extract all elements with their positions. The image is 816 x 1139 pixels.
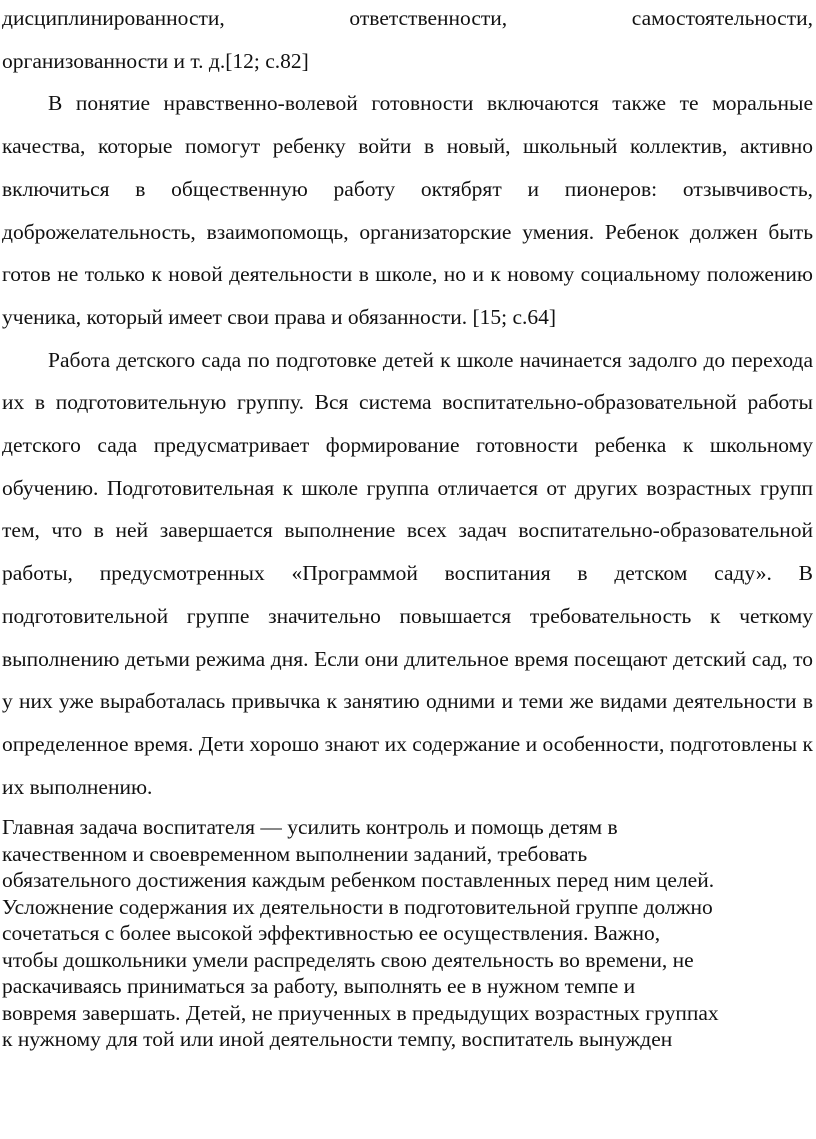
educator-task-line: вовремя завершать. Детей, не приученных в предыдущих возрастных группах: [2, 1000, 719, 1025]
educator-task-line: сочетаться с более высокой эффективностью ее осуществления. Важно,: [2, 921, 661, 946]
paragraph-moral-readiness: В понятие нравственно-волевой готовности включаются также те моральные качества, которые помогут ребенку войти в новый, школьный коллектив, активно включиться в общественную работу октябрят и пионеров: отзывчивость, доброжелательность, взаимопомощь, организаторские умения. Ребенок должен быть готов не только к новой деятельности в школе, но и к новому социальному положению ученика, который имеет свои права и обязанности. [15; с.64]: [2, 91, 813, 329]
educator-task-line: чтобы дошкольники умели распределять свою деятельность во времени, не: [2, 947, 694, 972]
paragraph-educator-task: [2, 808, 813, 1053]
fragment-top-line-1: дисциплинированности, ответственности, самостоятельности,: [2, 6, 813, 30]
educator-task-line: раскачиваясь приниматься за работу, выполнять ее в нужном темпе и: [2, 974, 636, 999]
educator-task-line: обязательного достижения каждым ребенком поставленных перед ним целей.: [2, 868, 715, 893]
paragraph-kindergarten-work: Работа детского сада по подготовке детей к школе начинается задолго до перехода их в подготовительную группу. Вся система воспитательно-образовательной работы детского сада предусматривает формирование готовности ребенка к школьному обучению. Подготовительная к школе группа отличается от других возрастных групп тем, что в ней завершается выполнение всех задач воспитательно-образовательной работы, предусмотренных «Программой воспитания в детском саду». В подготовительной группе значительно повышается требовательность к четкому выполнению детьми режима дня. Если они длительное время посещают детский сад, то у них уже выработалась привычка к занятию одними и теми же видами деятельности в определенное время. Дети хорошо знают их содержание и особенности, подготовлены к их выполнению.: [2, 347, 813, 799]
educator-task-line: к нужному для той или иной деятельности темпу, воспитатель вынужден: [2, 1027, 673, 1052]
educator-task-line: Главная задача воспитателя — усилить контроль и помощь детям в: [2, 815, 618, 840]
educator-task-line: качественном и своевременном выполнении заданий, требовать: [2, 841, 588, 866]
fragment-top-line-2: организованности и т. д.[12; с.82]: [2, 48, 309, 73]
educator-task-line: Усложнение содержания их деятельности в подготовительной группе должно: [2, 894, 713, 919]
